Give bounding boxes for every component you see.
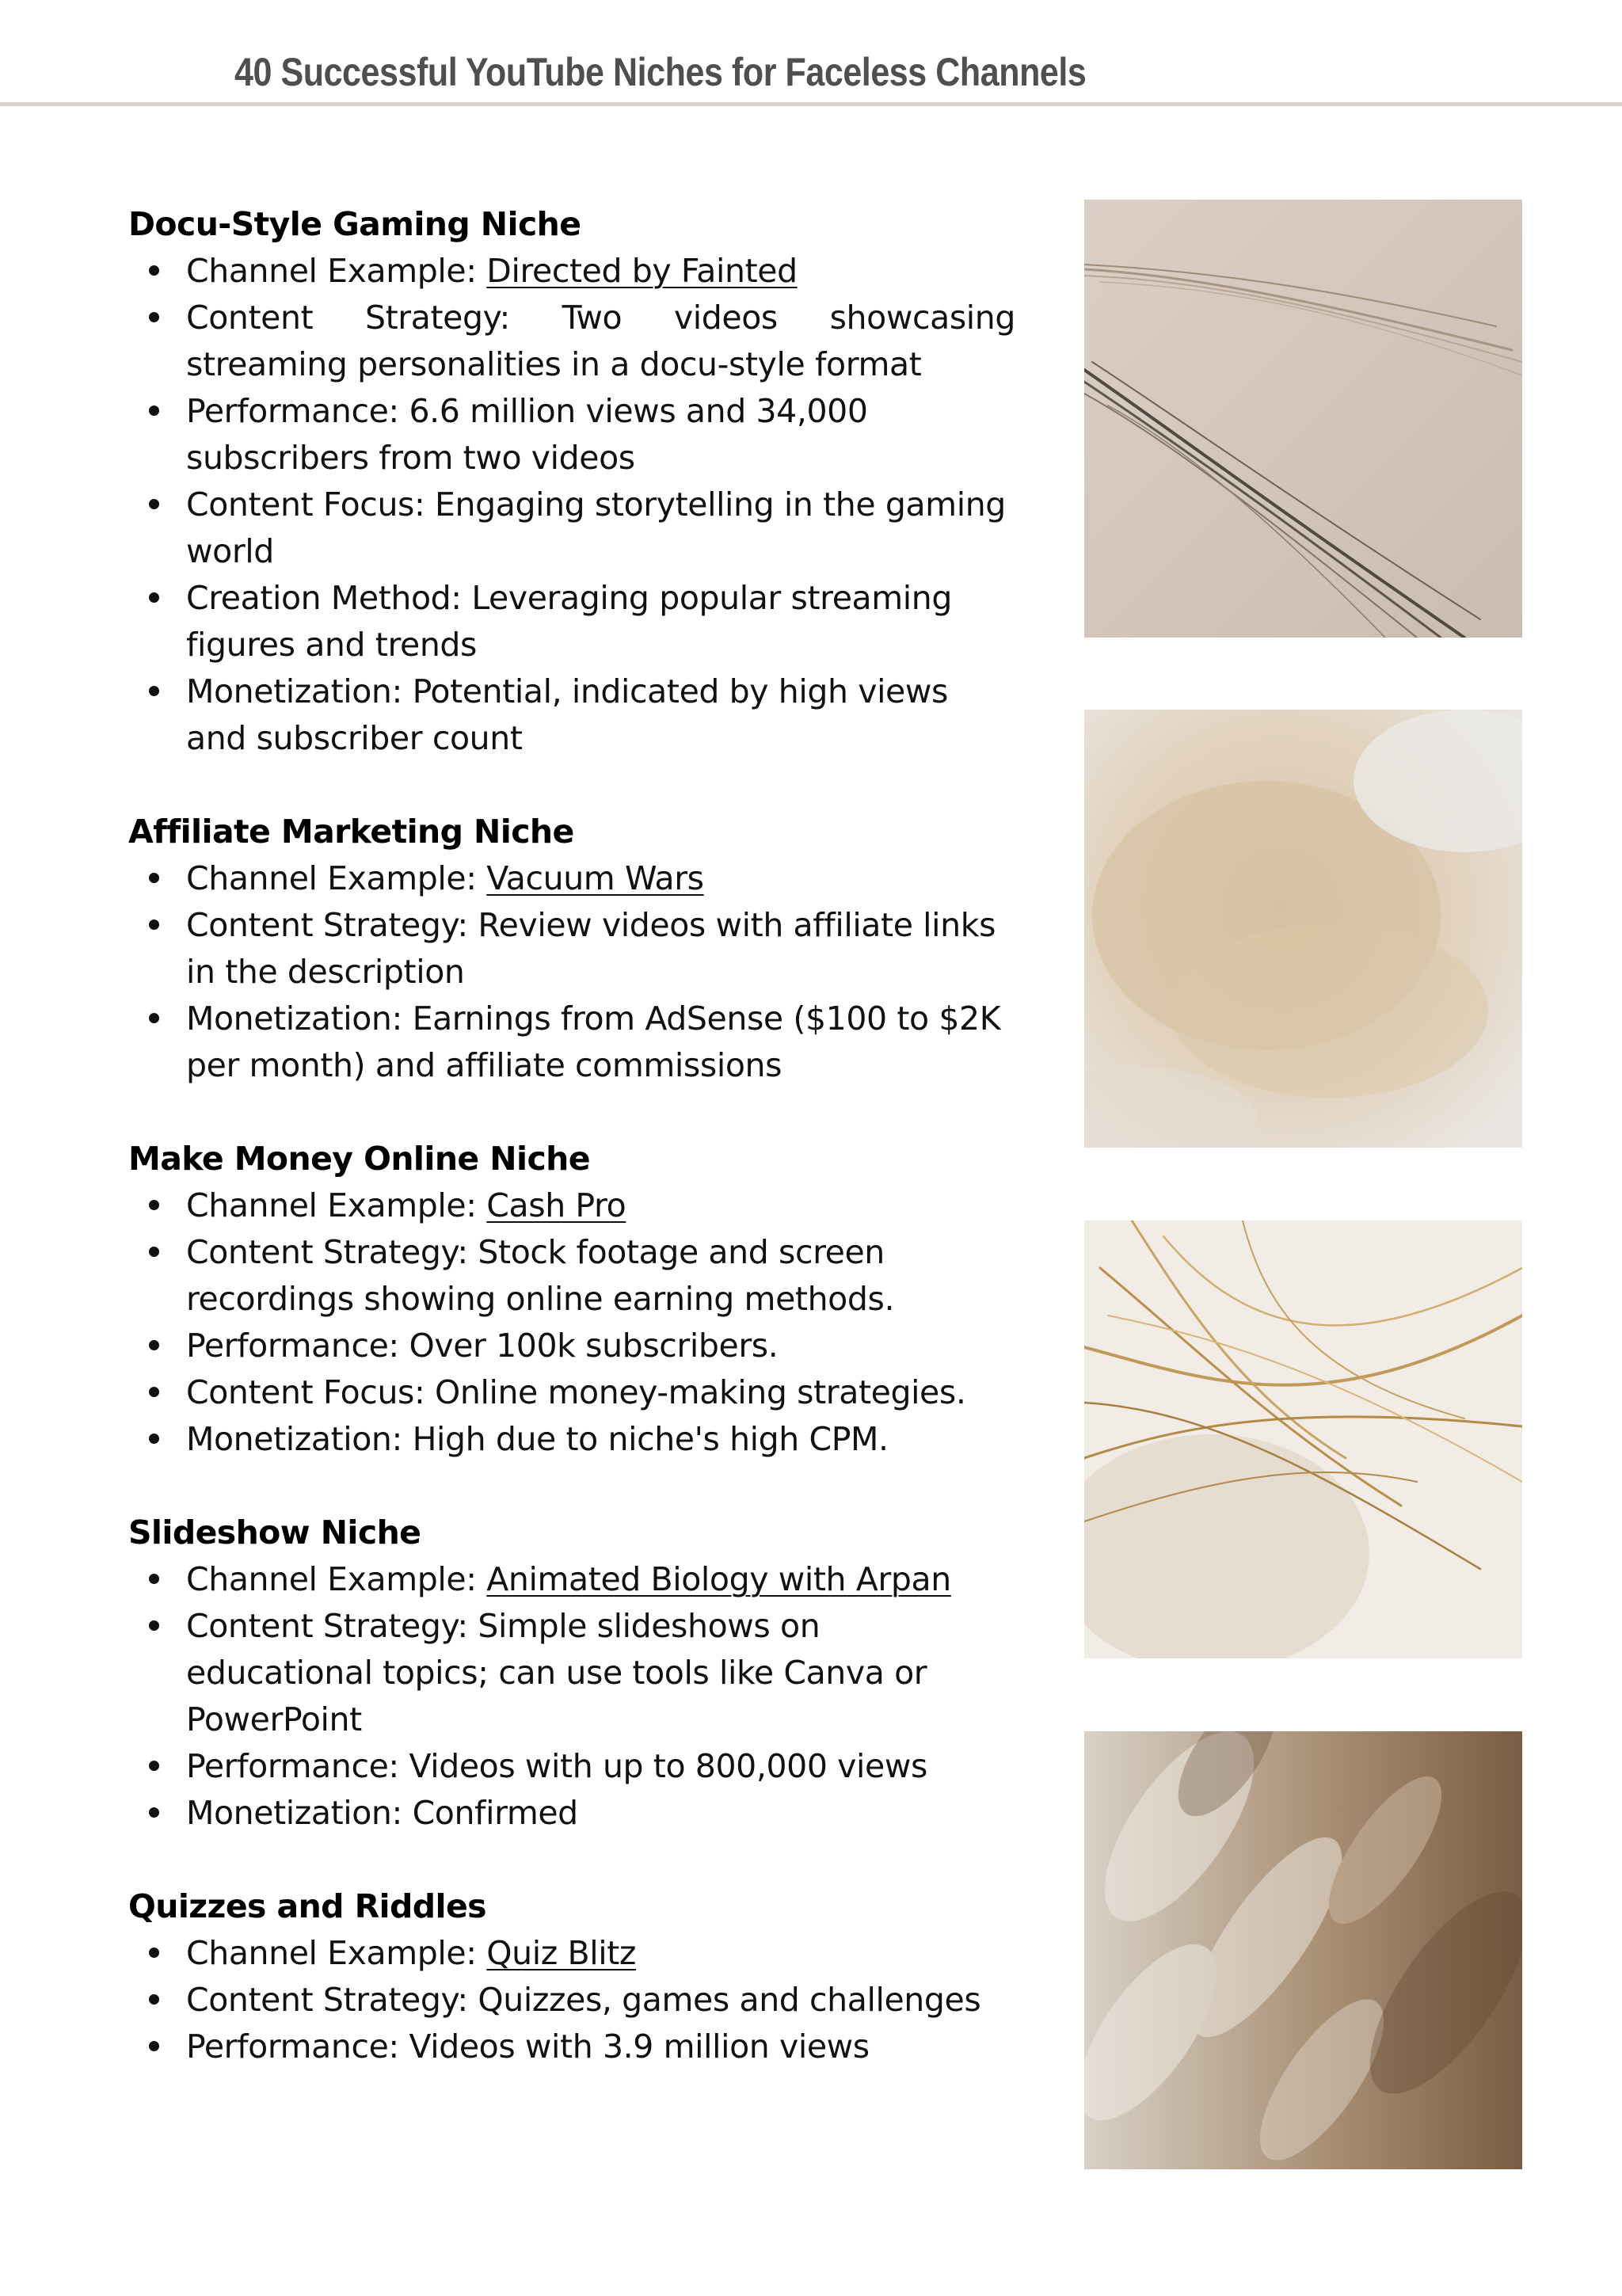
list-item: Monetization: Confirmed bbox=[128, 1790, 1015, 1837]
golden-grass-photo bbox=[1084, 1220, 1522, 1658]
dried-grass-stems-photo bbox=[1084, 200, 1522, 638]
list-item: Performance: Videos with up to 800,000 views bbox=[128, 1743, 1015, 1790]
section-make-money-online bbox=[128, 1136, 1015, 1463]
channel-link[interactable]: Directed by Fainted bbox=[486, 252, 798, 290]
beige-texture-photo bbox=[1084, 710, 1522, 1148]
list-item-channel-example bbox=[128, 248, 1015, 295]
list-item-channel-example bbox=[128, 855, 1015, 902]
shadow-fabric-photo bbox=[1084, 1731, 1522, 2169]
list-item: Performance: 6.6 million views and 34,000 subscribers from two videos bbox=[128, 388, 1015, 482]
bullet-list bbox=[128, 1182, 1015, 1463]
list-item: Content Focus: Engaging storytelling in the gaming world bbox=[128, 482, 1015, 575]
list-item: Content Focus: Online money-making strategies. bbox=[128, 1369, 1015, 1416]
channel-link[interactable]: Vacuum Wars bbox=[486, 859, 704, 897]
section-docu-style-gaming bbox=[128, 201, 1015, 762]
list-item: Monetization: High due to niche's high CPM. bbox=[128, 1416, 1015, 1463]
list-item: Content Strategy: Simple slideshows on educational topics; can use tools like Canva or PowerPoint bbox=[128, 1603, 1015, 1743]
channel-label: Channel Example: bbox=[186, 1186, 487, 1224]
bullet-list bbox=[128, 248, 1015, 762]
section-title: Make Money Online Niche bbox=[128, 1140, 590, 1178]
niche-list bbox=[128, 201, 1015, 2117]
list-item: Content Strategy: Review videos with affiliate links in the description bbox=[128, 902, 1015, 996]
channel-label: Channel Example: bbox=[186, 252, 487, 290]
header-divider bbox=[0, 102, 1622, 106]
channel-link[interactable]: Quiz Blitz bbox=[486, 1934, 636, 1972]
list-item: Content Strategy: Stock footage and screen recordings showing online earning methods. bbox=[128, 1229, 1015, 1323]
section-title: Slideshow Niche bbox=[128, 1514, 421, 1552]
section-title: Docu-Style Gaming Niche bbox=[128, 205, 581, 243]
list-item: Performance: Videos with 3.9 million views bbox=[128, 2024, 1015, 2070]
section-slideshow bbox=[128, 1510, 1015, 1837]
section-affiliate-marketing bbox=[128, 809, 1015, 1089]
bullet-list bbox=[128, 1556, 1015, 1837]
channel-label: Channel Example: bbox=[186, 859, 487, 897]
list-item: Monetization: Potential, indicated by high views and subscriber count bbox=[128, 668, 1015, 762]
channel-label: Channel Example: bbox=[186, 1934, 487, 1972]
section-title: Affiliate Marketing Niche bbox=[128, 813, 574, 851]
page-header-title: 40 Successful YouTube Niches for Faceless Channels bbox=[234, 50, 1087, 94]
channel-link[interactable]: Cash Pro bbox=[486, 1186, 626, 1224]
list-item-channel-example bbox=[128, 1182, 1015, 1229]
list-item: Content Strategy: Quizzes, games and challenges bbox=[128, 1977, 1015, 2024]
channel-link[interactable]: Animated Biology with Arpan bbox=[486, 1560, 951, 1598]
section-quizzes-riddles bbox=[128, 1883, 1015, 2070]
list-item-channel-example bbox=[128, 1556, 1015, 1603]
list-item-channel-example bbox=[128, 1930, 1015, 1977]
channel-label: Channel Example: bbox=[186, 1560, 487, 1598]
list-item: Content Strategy: Two videos showcasing streaming personalities in a docu-style format bbox=[128, 295, 1015, 388]
bullet-list bbox=[128, 1930, 1015, 2070]
list-item: Monetization: Earnings from AdSense ($100 to $2K per month) and affiliate commissions bbox=[128, 996, 1015, 1089]
bullet-list bbox=[128, 855, 1015, 1089]
section-title: Quizzes and Riddles bbox=[128, 1887, 486, 1925]
list-item: Creation Method: Leveraging popular streaming figures and trends bbox=[128, 575, 1015, 668]
list-item: Performance: Over 100k subscribers. bbox=[128, 1323, 1015, 1369]
